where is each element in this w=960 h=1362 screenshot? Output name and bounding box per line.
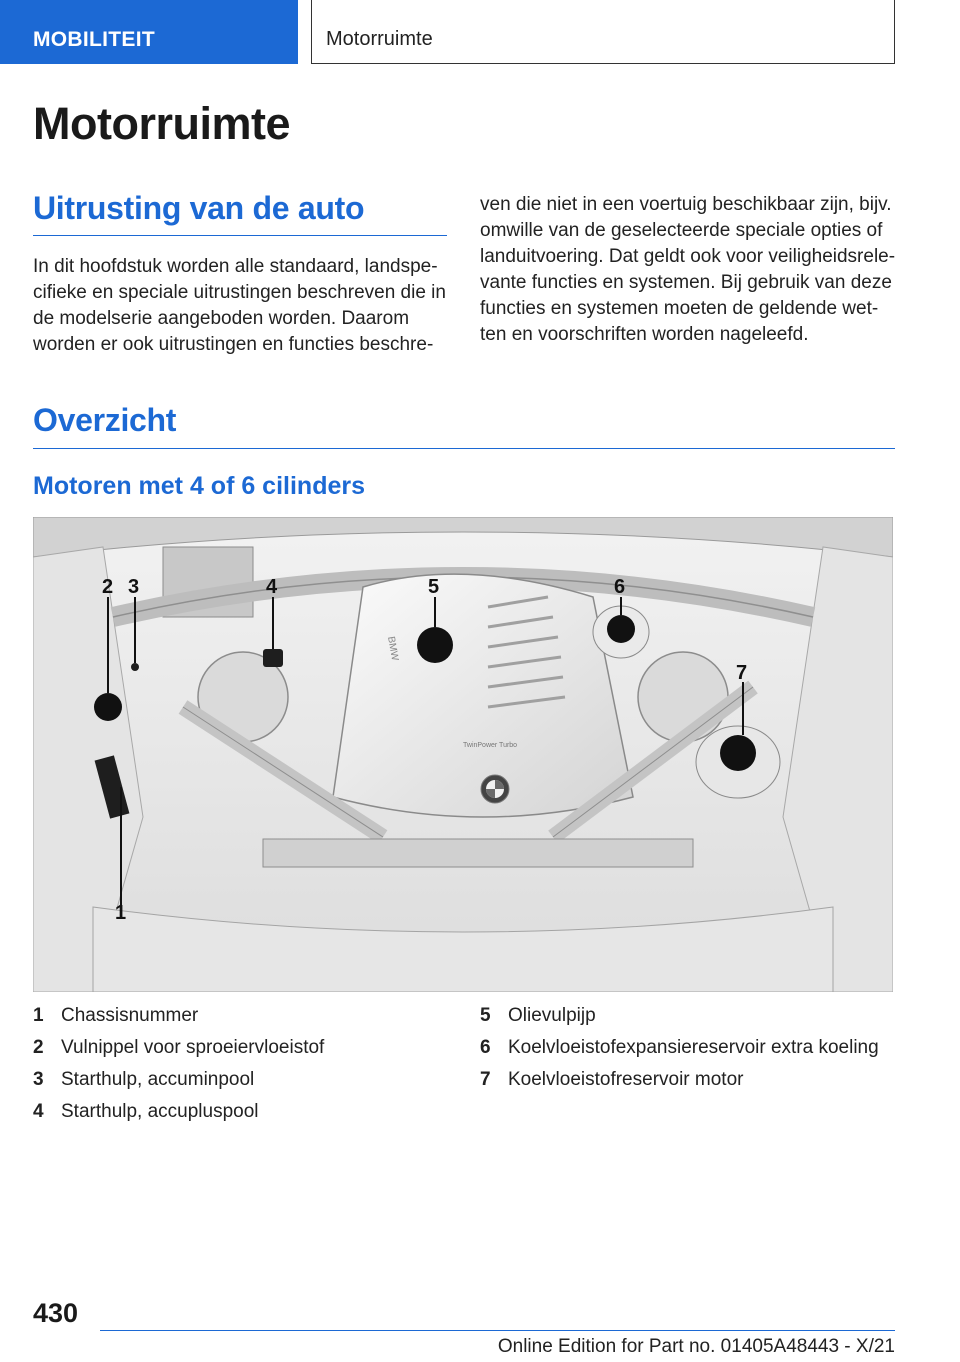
legend-number: 4 — [33, 1101, 44, 1122]
callout-label-3: 3 — [128, 576, 140, 598]
footer-divider — [100, 1330, 895, 1331]
legend-list-right — [480, 1005, 900, 1101]
legend-number: 5 — [480, 1005, 491, 1026]
page-number: 430 — [33, 1298, 79, 1328]
legend-number: 1 — [33, 1005, 44, 1026]
legend-text: Koelvloeistofreservoir motor — [508, 1069, 744, 1090]
page-title: Motorruimte — [33, 98, 290, 149]
legend-item — [480, 1069, 900, 1101]
legend-text: Koelvloeistofexpansiereservoir extra koeling — [508, 1037, 879, 1058]
engine-badge-text: TwinPower Turbo — [463, 742, 518, 749]
callout-label-1: 1 — [115, 902, 127, 924]
callout-label-2: 2 — [102, 576, 114, 598]
footer-edition-text: Online Edition for Part no. 01405A48443 - X/21 — [497, 1336, 895, 1357]
legend-item — [33, 1037, 453, 1069]
legend-item — [480, 1037, 900, 1069]
coolant-cap-icon — [720, 735, 756, 771]
legend-number: 6 — [480, 1037, 491, 1058]
engines-subheading: Motoren met 4 of 6 cilinders — [33, 472, 366, 500]
washer-cap-icon — [94, 693, 122, 721]
equipment-paragraph-left: In dit hoofdstuk worden alle standaard, landspe-cifieke en speciale uitrustingen beschreven die in de modelserie aangeboden worden. Daarom worden er ook uitrustingen en functies beschre- — [33, 256, 446, 355]
equipment-paragraph-right: ven die niet in een voertuig beschikbaar zijn, bijv. omwille van de geselecteerde speciale opties of landuitvoering. Dat geldt ook voor veiligheidsrele-vante functies en systemen. Bij gebruik van deze functies en systemen moeten de geldende wet-ten en voorschriften worden nageleefd. — [480, 194, 896, 345]
oil-cap-icon — [417, 627, 453, 663]
aux-coolant-cap-icon — [607, 615, 635, 643]
positive-terminal-icon — [263, 649, 283, 667]
legend-list-left — [33, 1005, 453, 1133]
legend-item — [33, 1101, 453, 1133]
equipment-heading: Uitrusting van de auto — [33, 190, 447, 236]
engine-bay-illustration — [33, 517, 893, 992]
legend-item — [33, 1005, 453, 1037]
legend-text: Starthulp, accuminpool — [61, 1069, 255, 1090]
overview-heading: Overzicht — [33, 402, 895, 449]
legend-item — [33, 1069, 453, 1101]
legend-number: 3 — [33, 1069, 44, 1090]
header-section-tab: MOBILITEIT — [0, 0, 298, 64]
engine-brand-text: BMW — [385, 635, 401, 662]
callout-label-7: 7 — [736, 662, 748, 684]
legend-text: Chassisnummer — [61, 1005, 199, 1026]
legend-item — [480, 1005, 900, 1037]
callout-label-4: 4 — [266, 576, 278, 598]
legend-text: Vulnippel voor sproeiervloeistof — [61, 1037, 325, 1058]
header-chapter-box: Motorruimte — [311, 0, 895, 64]
legend-text: Starthulp, accupluspool — [61, 1101, 259, 1122]
callout-label-6: 6 — [614, 576, 626, 598]
legend-number: 7 — [480, 1069, 491, 1090]
callout-label-5: 5 — [428, 576, 440, 598]
legend-text: Olievulpijp — [508, 1005, 596, 1026]
legend-number: 2 — [33, 1037, 44, 1058]
negative-terminal-icon — [131, 663, 139, 671]
engine-bay-drawing — [33, 517, 893, 992]
